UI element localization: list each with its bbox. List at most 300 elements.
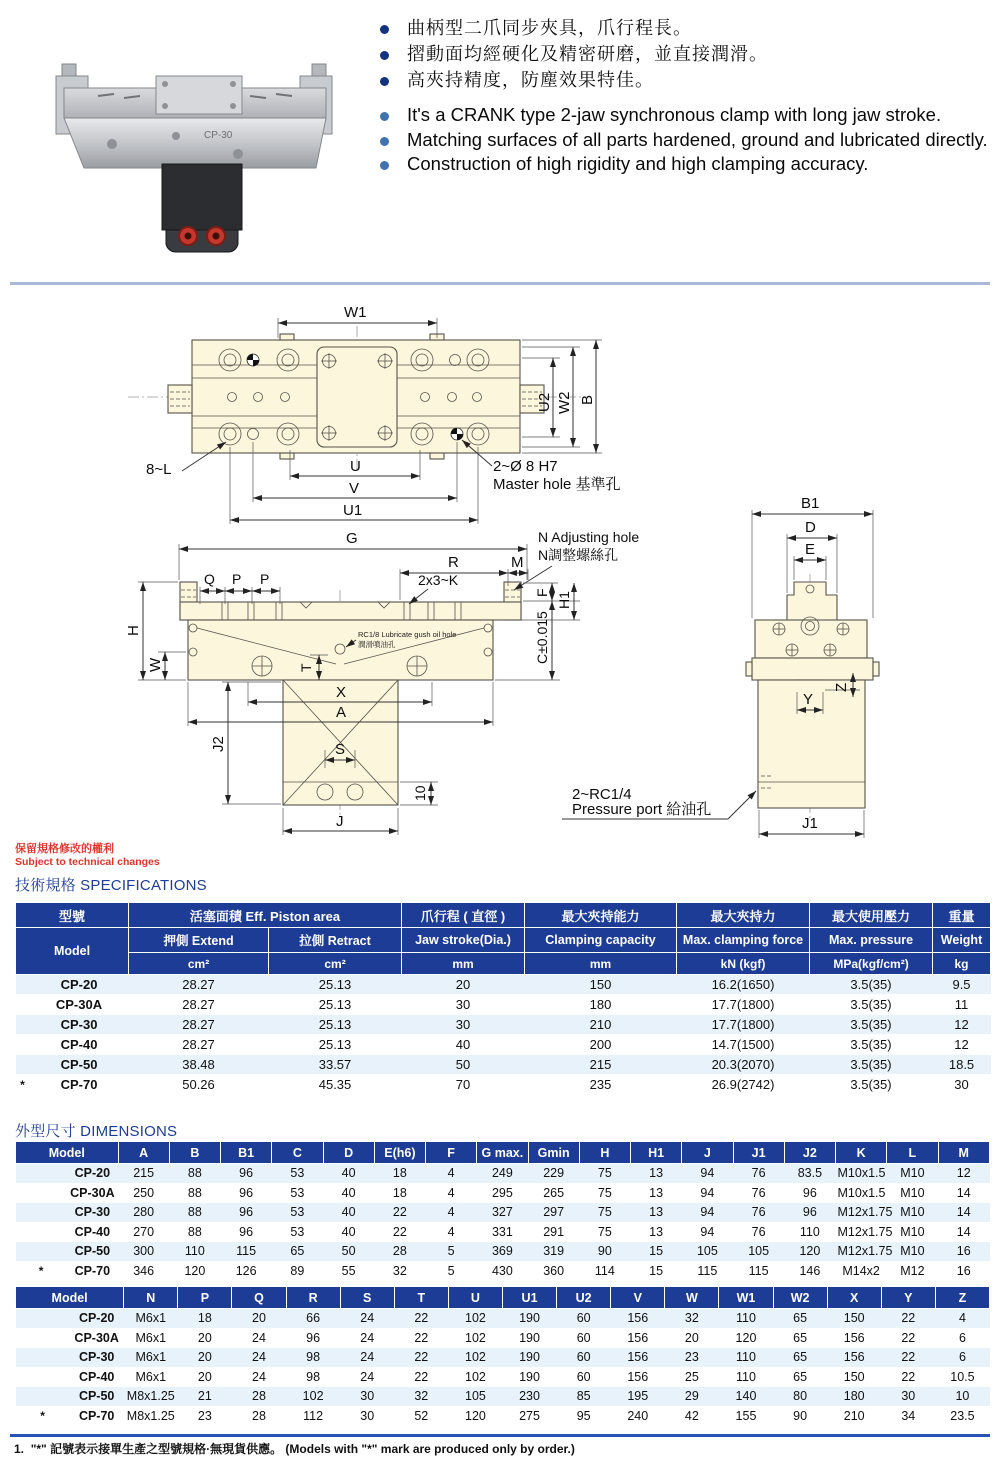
column-header: Model (16, 1142, 119, 1164)
column-header: W2 (773, 1287, 827, 1309)
callout-oil-hole-en: RC1/8 Lubricate gush oil hole (358, 630, 457, 639)
col-header-piston-area: 活塞面積 Eff. Piston area (129, 903, 402, 928)
column-header: W (665, 1287, 719, 1309)
column-header: Z (935, 1287, 989, 1309)
value-cell: M10x1.5 (836, 1164, 887, 1184)
technical-change-note (15, 843, 160, 869)
value-cell: 40 (323, 1203, 374, 1223)
model-cell: CP-30 (30, 1015, 129, 1035)
value-cell: 327 (477, 1203, 528, 1223)
value-cell: 6 (935, 1348, 989, 1368)
value-cell: 88 (169, 1183, 220, 1203)
star-cell (16, 975, 30, 995)
value-cell: 95 (557, 1406, 611, 1426)
star-cell (16, 995, 30, 1015)
feature-text: 摺動面均經硬化及精密研磨，並直接潤滑。 (407, 44, 768, 65)
value-cell: 229 (528, 1164, 579, 1184)
unit-pressure: MPa(kgf/cm²) (810, 953, 933, 975)
dim-label-r: R (448, 554, 459, 571)
top-plate (156, 76, 242, 114)
table-row (16, 975, 991, 995)
value-cell: 30 (402, 995, 525, 1015)
value-cell: 12 (938, 1164, 990, 1184)
model-cell: CP-20 (70, 1309, 124, 1329)
dim-label-s: S (335, 741, 346, 758)
col-header-model-zh: 型號 (16, 903, 129, 928)
dim-label-j2: J2 (210, 736, 227, 752)
footer-divider (10, 1434, 990, 1437)
star-cell (16, 1309, 70, 1329)
value-cell: 15 (631, 1242, 682, 1262)
value-cell: 20 (178, 1348, 232, 1368)
value-cell: 156 (611, 1328, 665, 1348)
dim-label-m: M (511, 554, 524, 571)
value-cell: 102 (448, 1328, 502, 1348)
value-cell: 24 (232, 1348, 286, 1368)
value-cell: 13 (631, 1203, 682, 1223)
value-cell: 22 (374, 1203, 425, 1223)
value-cell: 331 (477, 1222, 528, 1242)
model-cell: CP-30A (70, 1328, 124, 1348)
col-header-pressure-zh: 最大使用壓力 (810, 903, 933, 928)
value-cell: 50.26 (129, 1075, 269, 1095)
value-cell: 94 (682, 1183, 733, 1203)
value-cell: 13 (631, 1164, 682, 1184)
value-cell: 13 (631, 1222, 682, 1242)
value-cell: 105 (448, 1387, 502, 1407)
value-cell: 29 (665, 1387, 719, 1407)
value-cell: 105 (682, 1242, 733, 1262)
column-header: R (286, 1287, 340, 1309)
star-cell (16, 1222, 67, 1242)
value-cell: M10 (887, 1164, 938, 1184)
value-cell: M10 (887, 1222, 938, 1242)
value-cell: 250 (118, 1183, 169, 1203)
value-cell: 16.2(1650) (677, 975, 810, 995)
value-cell: 319 (528, 1242, 579, 1262)
dim-label-w2: W2 (556, 391, 573, 414)
model-cell: CP-20 (30, 975, 129, 995)
model-cell: CP-20 (67, 1164, 118, 1184)
value-cell: 14 (938, 1183, 990, 1203)
value-cell: 34 (881, 1406, 935, 1426)
table-row (16, 1203, 990, 1223)
model-cell: CP-30A (30, 995, 129, 1015)
value-cell: 180 (827, 1387, 881, 1407)
dim-label-g: G (346, 530, 358, 547)
value-cell: 346 (118, 1261, 169, 1281)
dim-label-a: A (336, 704, 347, 721)
star-cell (16, 1387, 70, 1407)
dim-label-d: D (805, 519, 816, 536)
feature-text: Construction of high rigidity and high clamping accuracy. (407, 153, 869, 174)
dim-label-x: X (336, 684, 347, 701)
value-cell: 291 (528, 1222, 579, 1242)
value-cell: 17.7(1800) (677, 995, 810, 1015)
value-cell: 3.5(35) (810, 1075, 933, 1095)
top-view-drawing (128, 304, 621, 524)
unit-retract: cm² (269, 953, 402, 975)
dim-label-q: Q (204, 571, 215, 587)
dim-label-f: F (534, 588, 550, 597)
value-cell: 140 (719, 1387, 773, 1407)
value-cell: 156 (827, 1328, 881, 1348)
value-cell: 23 (665, 1348, 719, 1368)
value-cell: 4 (426, 1183, 477, 1203)
value-cell: M10 (887, 1242, 938, 1262)
value-cell: 32 (394, 1387, 448, 1407)
value-cell: 15 (631, 1261, 682, 1281)
value-cell: 112 (286, 1406, 340, 1426)
table-row (16, 1055, 991, 1075)
dim-label-z: Z (833, 682, 850, 692)
value-cell: 40 (402, 1035, 525, 1055)
value-cell: 105 (733, 1242, 784, 1262)
value-cell: 20 (178, 1367, 232, 1387)
footer-note-number: 1. (14, 1442, 25, 1456)
value-cell: 96 (784, 1183, 835, 1203)
value-cell: 75 (579, 1164, 630, 1184)
value-cell: 110 (784, 1222, 835, 1242)
dimensions-table-2 (15, 1286, 990, 1426)
value-cell: 55 (323, 1261, 374, 1281)
value-cell: 120 (169, 1261, 220, 1281)
value-cell: 25.13 (269, 975, 402, 995)
value-cell: 53 (272, 1164, 323, 1184)
value-cell: 120 (448, 1406, 502, 1426)
value-cell: 60 (557, 1328, 611, 1348)
unit-extend: cm² (129, 953, 269, 975)
dim-label-b1: B1 (801, 495, 820, 512)
value-cell: 275 (502, 1406, 556, 1426)
value-cell: 30 (933, 1075, 991, 1095)
column-header: X (827, 1287, 881, 1309)
value-cell: 249 (477, 1164, 528, 1184)
dim-label-p1: P (232, 571, 242, 587)
feature-text: 曲柄型二爪同步夾具，爪行程長。 (407, 18, 692, 39)
model-cell: CP-30A (67, 1183, 118, 1203)
value-cell: 18 (178, 1309, 232, 1329)
col-header-force-zh: 最大夾持力 (677, 903, 810, 928)
column-header: F (426, 1142, 477, 1164)
value-cell: 18 (374, 1183, 425, 1203)
value-cell: 3.5(35) (810, 1015, 933, 1035)
value-cell: 45.35 (269, 1075, 402, 1095)
value-cell: 22 (881, 1367, 935, 1387)
value-cell: M12x1.75 (836, 1222, 887, 1242)
value-cell: 96 (221, 1164, 272, 1184)
value-cell: 110 (719, 1309, 773, 1329)
value-cell: 369 (477, 1242, 528, 1262)
unit-capacity: mm (525, 953, 677, 975)
col-header-retract: 拉側 Retract (269, 928, 402, 953)
value-cell: 10 (935, 1387, 989, 1407)
value-cell: 20 (232, 1309, 286, 1329)
column-header: Q (232, 1287, 286, 1309)
value-cell: 76 (733, 1164, 784, 1184)
feature-text: Matching surfaces of all parts hardened, ground and lubricated directly. (407, 128, 988, 150)
value-cell: 5 (426, 1242, 477, 1262)
column-header: U1 (502, 1287, 556, 1309)
value-cell: 155 (719, 1406, 773, 1426)
star-cell (16, 1328, 70, 1348)
value-cell: 24 (232, 1328, 286, 1348)
col-header-jaw-stroke-zh: 爪行程 ( 直徑 ) (402, 903, 525, 928)
feature-item (372, 103, 990, 128)
col-header-force-en: Max. clamping force (677, 928, 810, 953)
value-cell: 235 (525, 1075, 677, 1095)
dim-label-y: Y (803, 691, 814, 708)
value-cell: 4 (426, 1222, 477, 1242)
bullet-icon (380, 77, 389, 86)
value-cell: 26.9(2742) (677, 1075, 810, 1095)
col-header-pressure-en: Max. pressure (810, 928, 933, 953)
value-cell: 156 (827, 1348, 881, 1368)
model-cell: CP-30 (70, 1348, 124, 1368)
bullet-icon (380, 51, 389, 60)
section-divider (10, 282, 990, 285)
value-cell: 28 (232, 1387, 286, 1407)
value-cell: 96 (221, 1183, 272, 1203)
column-header: M (938, 1142, 990, 1164)
value-cell: 32 (665, 1309, 719, 1329)
table-row (16, 1015, 991, 1035)
feature-item (372, 68, 990, 94)
value-cell: 21 (178, 1387, 232, 1407)
value-cell: 88 (169, 1164, 220, 1184)
dim-label-b: B (579, 394, 596, 405)
bullet-icon (380, 25, 389, 34)
value-cell: M10 (887, 1183, 938, 1203)
value-cell: 96 (221, 1222, 272, 1242)
table-row (16, 1261, 990, 1281)
value-cell: 24 (232, 1367, 286, 1387)
value-cell: 150 (525, 975, 677, 995)
feature-list (372, 16, 990, 177)
footer-note-zh: "*" 記號表示接單生產之型號規格·無現貨供應。 (30, 1442, 283, 1456)
value-cell: 4 (426, 1203, 477, 1223)
value-cell: 270 (118, 1222, 169, 1242)
dimensions-table-1 (15, 1141, 990, 1281)
value-cell: 25.13 (269, 1015, 402, 1035)
value-cell: 25.13 (269, 1035, 402, 1055)
callout-pressure-port-label: Pressure port 給油孔 (572, 801, 712, 818)
value-cell: 9.5 (933, 975, 991, 995)
model-cell: CP-30 (67, 1203, 118, 1223)
value-cell: 23.5 (935, 1406, 989, 1426)
dim-label-c: C±0.015 (534, 611, 550, 664)
dim-label-10: 10 (412, 785, 428, 801)
value-cell: 22 (394, 1367, 448, 1387)
value-cell: 16 (938, 1242, 990, 1262)
column-header: L (887, 1142, 938, 1164)
table-row (16, 1183, 990, 1203)
footer-note-en: (Models with "*" mark are produced only by order.) (285, 1442, 575, 1456)
value-cell: M12 (887, 1261, 938, 1281)
value-cell: 75 (579, 1203, 630, 1223)
value-cell: 22 (374, 1222, 425, 1242)
model-cell: CP-50 (70, 1387, 124, 1407)
value-cell: 190 (502, 1309, 556, 1329)
value-cell: 28.27 (129, 995, 269, 1015)
star-cell: * (16, 1406, 70, 1426)
dim-label-p2: P (260, 571, 270, 587)
value-cell: M6x1 (124, 1367, 178, 1387)
value-cell: 76 (733, 1183, 784, 1203)
col-header-weight-zh: 重量 (933, 903, 991, 928)
value-cell: 11 (933, 995, 991, 1015)
table-row (16, 1242, 990, 1262)
dim-label-t: T (298, 663, 314, 672)
value-cell: 53 (272, 1203, 323, 1223)
value-cell: 120 (784, 1242, 835, 1262)
value-cell: 65 (272, 1242, 323, 1262)
col-header-capacity-zh: 最大夾持能力 (525, 903, 677, 928)
star-cell: * (16, 1075, 30, 1095)
value-cell: 24 (340, 1328, 394, 1348)
value-cell: 210 (525, 1015, 677, 1035)
column-header: Y (881, 1287, 935, 1309)
value-cell: 75 (579, 1183, 630, 1203)
feature-item (372, 152, 990, 177)
value-cell: 430 (477, 1261, 528, 1281)
model-cell: CP-40 (70, 1367, 124, 1387)
value-cell: 28 (232, 1406, 286, 1426)
column-header: N (124, 1287, 178, 1309)
star-cell (16, 1055, 30, 1075)
unit-weight: kg (933, 953, 991, 975)
feature-item (372, 128, 990, 153)
value-cell: 115 (221, 1242, 272, 1262)
value-cell: 16 (938, 1261, 990, 1281)
value-cell: 18.5 (933, 1055, 991, 1075)
model-cell: CP-70 (67, 1261, 118, 1281)
table-row (16, 1367, 990, 1387)
value-cell: 110 (719, 1367, 773, 1387)
value-cell: 70 (402, 1075, 525, 1095)
value-cell: 13 (631, 1183, 682, 1203)
value-cell: 50 (323, 1242, 374, 1262)
value-cell: 94 (682, 1203, 733, 1223)
value-cell: 280 (118, 1203, 169, 1223)
column-header: W1 (719, 1287, 773, 1309)
value-cell: 230 (502, 1387, 556, 1407)
value-cell: 76 (733, 1203, 784, 1223)
value-cell: 10.5 (935, 1367, 989, 1387)
value-cell: 22 (394, 1328, 448, 1348)
col-header-model-en: Model (16, 928, 129, 975)
value-cell: 60 (557, 1348, 611, 1368)
technical-change-note-zh: 保留規格修改的權利 (15, 843, 114, 855)
column-header: G max. (477, 1142, 528, 1164)
value-cell: 94 (682, 1222, 733, 1242)
value-cell: 114 (579, 1261, 630, 1281)
value-cell: M12x1.75 (836, 1242, 887, 1262)
column-header: C (272, 1142, 323, 1164)
value-cell: 360 (528, 1261, 579, 1281)
value-cell: 24 (340, 1348, 394, 1368)
column-header: A (118, 1142, 169, 1164)
value-cell: 25.13 (269, 995, 402, 1015)
column-header: V (611, 1287, 665, 1309)
value-cell: 3.5(35) (810, 1055, 933, 1075)
value-cell: 14.7(1500) (677, 1035, 810, 1055)
column-header: U2 (557, 1287, 611, 1309)
value-cell: 110 (719, 1348, 773, 1368)
value-cell: 90 (773, 1406, 827, 1426)
callout-master-hole-size: 2~Ø 8 H7 (493, 458, 558, 475)
value-cell: 102 (448, 1309, 502, 1329)
value-cell: 297 (528, 1203, 579, 1223)
value-cell: 17.7(1800) (677, 1015, 810, 1035)
cylinder (162, 164, 242, 252)
value-cell: 80 (773, 1387, 827, 1407)
value-cell: 28 (374, 1242, 425, 1262)
column-header: J2 (784, 1142, 835, 1164)
value-cell: 3.5(35) (810, 975, 933, 995)
feature-item (372, 42, 990, 68)
value-cell: 3.5(35) (810, 995, 933, 1015)
column-header: B1 (221, 1142, 272, 1164)
value-cell: 96 (286, 1328, 340, 1348)
callout-adjusting-hole-en: N Adjusting hole (538, 529, 640, 545)
model-cell: CP-50 (67, 1242, 118, 1262)
value-cell: 22 (394, 1309, 448, 1329)
table-row (16, 1222, 990, 1242)
value-cell: 25 (665, 1367, 719, 1387)
table-row (16, 1406, 990, 1426)
photo-model-marking: CP-30 (204, 130, 233, 141)
value-cell: 96 (784, 1203, 835, 1223)
star-cell: * (16, 1261, 67, 1281)
value-cell: 156 (611, 1348, 665, 1368)
value-cell: 20 (402, 975, 525, 995)
value-cell: 30 (340, 1406, 394, 1426)
value-cell: 190 (502, 1348, 556, 1368)
value-cell: 22 (394, 1348, 448, 1368)
product-photo (28, 36, 362, 266)
value-cell: 90 (579, 1242, 630, 1262)
value-cell: M10 (887, 1203, 938, 1223)
value-cell: 28.27 (129, 1015, 269, 1035)
value-cell: 22 (881, 1309, 935, 1329)
dim-label-k: 2x3~K (418, 572, 459, 588)
value-cell: 30 (340, 1387, 394, 1407)
model-cell: CP-50 (30, 1055, 129, 1075)
value-cell: 4 (935, 1309, 989, 1329)
value-cell: 240 (611, 1406, 665, 1426)
model-cell: CP-40 (67, 1222, 118, 1242)
dim-label-h1: H1 (556, 591, 572, 609)
value-cell: 5 (426, 1261, 477, 1281)
value-cell: 3.5(35) (810, 1035, 933, 1055)
column-header: E(h6) (374, 1142, 425, 1164)
value-cell: 115 (682, 1261, 733, 1281)
value-cell: 40 (323, 1164, 374, 1184)
column-header: J (682, 1142, 733, 1164)
value-cell: 120 (719, 1328, 773, 1348)
bullet-icon (380, 112, 389, 121)
value-cell: 102 (448, 1367, 502, 1387)
callout-pressure-port-size: 2~RC1/4 (572, 786, 632, 803)
col-header-extend: 押側 Extend (129, 928, 269, 953)
column-header: Model (16, 1287, 124, 1309)
star-cell (16, 1348, 70, 1368)
callout-8l: 8~L (146, 461, 172, 478)
value-cell: 265 (528, 1183, 579, 1203)
value-cell: 30 (402, 1015, 525, 1035)
dim-label-j1: J1 (802, 815, 818, 832)
